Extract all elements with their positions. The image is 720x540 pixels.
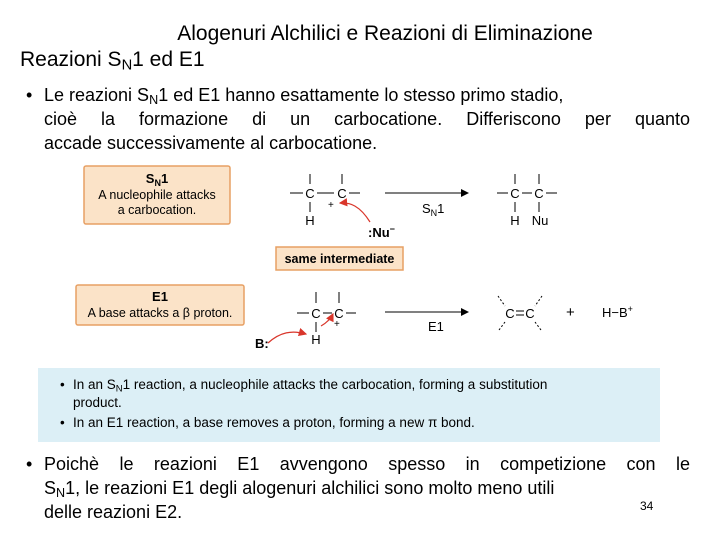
svg-text:+: + [328, 200, 334, 211]
sn1-product-h: H [510, 213, 520, 228]
bullet-1 [26, 84, 696, 154]
svg-text:C: C [525, 306, 535, 321]
page-number: 34 [640, 499, 654, 513]
svg-text:C: C [334, 306, 344, 321]
sn1-product-nu: Nu [531, 213, 549, 228]
svg-text:+: + [334, 319, 340, 330]
e1-box-line-1: A base attacks a β proton. [87, 306, 233, 320]
svg-text:C: C [534, 186, 544, 201]
e1-product-alkene [498, 296, 542, 330]
bullet-dot: • [26, 85, 33, 105]
e1-arrow-label: E1 [428, 319, 444, 334]
plus-sign: + [566, 304, 575, 321]
svg-text:same intermediate: same intermediate [284, 252, 395, 266]
curved-arrow-base [268, 332, 306, 343]
svg-text:C: C [311, 306, 321, 321]
sn1-product [497, 174, 557, 228]
bullet-2-line-2: $S_N1$, le reazioni E1 degli alogenuri alchilici sono molto meno utili [44, 478, 555, 501]
sn1-label-box [84, 166, 230, 224]
bullet-2-line-1: Poichè le reazioni E1 avvengono spesso in competizione con le [44, 454, 690, 474]
sn1-box-line-1: A nucleophile attacks [98, 188, 216, 202]
base: B: [255, 336, 269, 351]
e1-box-title: E1 [152, 289, 168, 304]
svg-text:C: C [510, 186, 520, 201]
curved-arrow-nucleophile [340, 203, 370, 222]
sn1-box-line-2: a carbocation. [117, 203, 197, 217]
svg-text:C: C [337, 186, 347, 201]
svg-text:C: C [305, 186, 315, 201]
summary-box: • In an $S_N1$ reaction, a nucleophile attacks the carbocation, forming a substitution product. • In an E1 reaction, a base removes a proton, forming a new π bond. [38, 368, 660, 442]
e1-reactant-h: H [311, 332, 321, 347]
slide-subtitle: Reazioni $S_N1$ ed E1 [20, 48, 205, 74]
bullet-2-line-3: delle reazioni E2. [44, 502, 183, 522]
svg-text:C: C [505, 306, 515, 321]
bullet-1-line-1: Le reazioni $S_N1$ ed E1 hanno esattamente lo stesso primo stadio, [44, 85, 564, 108]
same-intermediate-label [276, 247, 403, 270]
nucleophile: :Nu− [368, 224, 395, 240]
sn1-box-title: $S_N1$ [145, 171, 169, 188]
sn1-reactant [290, 174, 395, 240]
hb-product: H−B+ [602, 304, 633, 320]
sn1-reactant-h: H [305, 213, 315, 228]
e1-label-box [76, 285, 244, 325]
bullet-1-line-3: accade successivamente al carbocatione. [44, 133, 378, 153]
bullet-dot: • [26, 454, 33, 474]
sn1-arrow-label: $S_N1$ [422, 201, 445, 218]
bullet-2 [26, 453, 696, 533]
slide-title: Alogenuri Alchilici e Reazioni di Eliminazione [177, 22, 593, 45]
bullet-1-line-2: cioè la formazione di un carbocatione. Differiscono per quanto [44, 109, 690, 129]
curved-arrow-electrons [321, 314, 333, 326]
e1-reactant [255, 292, 356, 351]
